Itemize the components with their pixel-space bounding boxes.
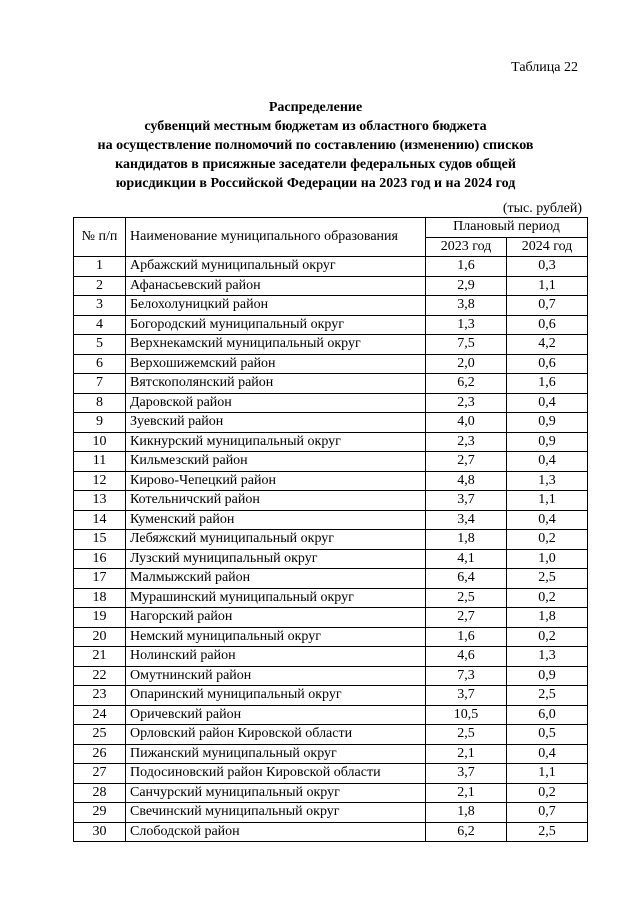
row-municipality-name: Белохолуницкий район — [126, 296, 426, 316]
row-value-2023: 2,1 — [426, 783, 507, 803]
row-number: 25 — [74, 725, 126, 745]
row-number: 23 — [74, 686, 126, 706]
table-row — [74, 627, 588, 647]
row-number: 3 — [74, 296, 126, 316]
row-value-2023: 2,3 — [426, 393, 507, 413]
row-value-2023: 2,5 — [426, 588, 507, 608]
row-value-2023: 2,3 — [426, 432, 507, 452]
table-row — [74, 432, 588, 452]
row-number: 14 — [74, 510, 126, 530]
row-value-2024: 2,5 — [507, 686, 588, 706]
row-number: 16 — [74, 549, 126, 569]
table-row — [74, 705, 588, 725]
table-row — [74, 354, 588, 374]
table-number-label: Таблица 22 — [511, 60, 578, 75]
row-number: 2 — [74, 276, 126, 296]
row-value-2024: 6,0 — [507, 705, 588, 725]
table-row — [74, 296, 588, 316]
row-value-2024: 1,6 — [507, 374, 588, 394]
row-value-2024: 1,3 — [507, 647, 588, 667]
row-municipality-name: Кирово-Чепецкий район — [126, 471, 426, 491]
row-value-2024: 0,6 — [507, 315, 588, 335]
row-value-2024: 0,2 — [507, 783, 588, 803]
row-municipality-name: Опаринский муниципальный округ — [126, 686, 426, 706]
table-row — [74, 686, 588, 706]
row-value-2024: 1,1 — [507, 764, 588, 784]
table-body — [74, 257, 588, 842]
row-municipality-name: Орловский район Кировской области — [126, 725, 426, 745]
row-number: 9 — [74, 413, 126, 433]
table-row — [74, 783, 588, 803]
row-value-2024: 0,4 — [507, 393, 588, 413]
table-row — [74, 803, 588, 823]
row-value-2023: 4,1 — [426, 549, 507, 569]
row-number: 4 — [74, 315, 126, 335]
row-value-2024: 1,0 — [507, 549, 588, 569]
table-row — [74, 725, 588, 745]
row-value-2024: 0,2 — [507, 588, 588, 608]
table-row — [74, 549, 588, 569]
row-value-2024: 0,4 — [507, 510, 588, 530]
row-municipality-name: Куменский район — [126, 510, 426, 530]
row-municipality-name: Мурашинский муниципальный округ — [126, 588, 426, 608]
row-municipality-name: Верхнекамский муниципальный округ — [126, 335, 426, 355]
header-2023: 2023 год — [426, 237, 507, 257]
row-number: 30 — [74, 822, 126, 842]
row-number: 12 — [74, 471, 126, 491]
document-heading — [0, 98, 631, 193]
row-municipality-name: Омутнинский район — [126, 666, 426, 686]
row-number: 1 — [74, 257, 126, 277]
table-row — [74, 588, 588, 608]
row-value-2023: 2,9 — [426, 276, 507, 296]
row-value-2024: 2,5 — [507, 569, 588, 589]
row-municipality-name: Вятскополянский район — [126, 374, 426, 394]
row-number: 28 — [74, 783, 126, 803]
heading-line: субвенций местным бюджетам из областного бюджета — [144, 119, 487, 134]
row-number: 11 — [74, 452, 126, 472]
row-value-2023: 1,6 — [426, 257, 507, 277]
row-value-2023: 2,5 — [426, 725, 507, 745]
row-municipality-name: Немский муниципальный округ — [126, 627, 426, 647]
row-value-2024: 0,4 — [507, 744, 588, 764]
row-number: 22 — [74, 666, 126, 686]
row-municipality-name: Санчурский муниципальный округ — [126, 783, 426, 803]
row-municipality-name: Даровской район — [126, 393, 426, 413]
row-value-2023: 2,0 — [426, 354, 507, 374]
row-municipality-name: Подосиновский район Кировской области — [126, 764, 426, 784]
table-row — [74, 491, 588, 511]
row-municipality-name: Кикнурский муниципальный округ — [126, 432, 426, 452]
row-municipality-name: Афанасьевский район — [126, 276, 426, 296]
table-row — [74, 647, 588, 667]
row-value-2024: 1,1 — [507, 276, 588, 296]
row-value-2023: 3,7 — [426, 491, 507, 511]
row-value-2023: 3,4 — [426, 510, 507, 530]
table-row — [74, 393, 588, 413]
row-number: 20 — [74, 627, 126, 647]
row-municipality-name: Богородский муниципальный округ — [126, 315, 426, 335]
row-municipality-name: Лебяжский муниципальный округ — [126, 530, 426, 550]
row-value-2024: 4,2 — [507, 335, 588, 355]
table-row — [74, 569, 588, 589]
row-municipality-name: Оричевский район — [126, 705, 426, 725]
row-number: 19 — [74, 608, 126, 628]
row-number: 18 — [74, 588, 126, 608]
row-municipality-name: Кильмезский район — [126, 452, 426, 472]
row-value-2023: 1,8 — [426, 530, 507, 550]
row-number: 13 — [74, 491, 126, 511]
row-number: 5 — [74, 335, 126, 355]
row-value-2023: 7,3 — [426, 666, 507, 686]
row-value-2024: 0,4 — [507, 452, 588, 472]
row-number: 27 — [74, 764, 126, 784]
row-value-2024: 1,3 — [507, 471, 588, 491]
row-value-2023: 3,7 — [426, 764, 507, 784]
table-row — [74, 744, 588, 764]
subvention-table — [73, 217, 588, 842]
row-number: 7 — [74, 374, 126, 394]
row-value-2023: 1,8 — [426, 803, 507, 823]
table-row — [74, 510, 588, 530]
table-row — [74, 452, 588, 472]
table-row — [74, 413, 588, 433]
row-municipality-name: Котельничский район — [126, 491, 426, 511]
row-municipality-name: Нолинский район — [126, 647, 426, 667]
row-municipality-name: Верхошижемский район — [126, 354, 426, 374]
units-note: (тыс. рублей) — [502, 201, 582, 216]
row-number: 15 — [74, 530, 126, 550]
header-2024: 2024 год — [507, 237, 588, 257]
table-row — [74, 276, 588, 296]
table-row — [74, 315, 588, 335]
table-row — [74, 471, 588, 491]
row-value-2023: 1,6 — [426, 627, 507, 647]
row-value-2024: 0,7 — [507, 296, 588, 316]
row-value-2024: 0,3 — [507, 257, 588, 277]
row-municipality-name: Слободской район — [126, 822, 426, 842]
row-value-2023: 2,7 — [426, 608, 507, 628]
row-value-2023: 2,7 — [426, 452, 507, 472]
row-municipality-name: Нагорский район — [126, 608, 426, 628]
header-period: Плановый период — [426, 218, 588, 238]
row-value-2023: 3,8 — [426, 296, 507, 316]
heading-line: на осуществление полномочий по составлению (изменению) списков — [97, 138, 534, 153]
row-number: 17 — [74, 569, 126, 589]
table-row — [74, 666, 588, 686]
row-value-2024: 0,9 — [507, 666, 588, 686]
row-municipality-name: Арбажский муниципальный округ — [126, 257, 426, 277]
row-municipality-name: Малмыжский район — [126, 569, 426, 589]
row-municipality-name: Свечинский муниципальный округ — [126, 803, 426, 823]
row-value-2024: 0,9 — [507, 413, 588, 433]
row-value-2024: 0,6 — [507, 354, 588, 374]
row-value-2024: 0,7 — [507, 803, 588, 823]
row-value-2023: 7,5 — [426, 335, 507, 355]
row-value-2024: 0,9 — [507, 432, 588, 452]
row-value-2023: 3,7 — [426, 686, 507, 706]
row-number: 8 — [74, 393, 126, 413]
row-value-2023: 2,1 — [426, 744, 507, 764]
row-number: 29 — [74, 803, 126, 823]
row-value-2023: 4,8 — [426, 471, 507, 491]
table-row — [74, 530, 588, 550]
row-number: 24 — [74, 705, 126, 725]
heading-line: Распределение — [268, 100, 363, 115]
table-row — [74, 608, 588, 628]
row-value-2023: 6,2 — [426, 822, 507, 842]
table-row — [74, 822, 588, 842]
row-value-2023: 4,0 — [426, 413, 507, 433]
row-value-2023: 4,6 — [426, 647, 507, 667]
row-value-2024: 1,1 — [507, 491, 588, 511]
table-row — [74, 764, 588, 784]
row-number: 10 — [74, 432, 126, 452]
header-name: Наименование муниципального образования — [126, 218, 426, 257]
row-value-2023: 1,3 — [426, 315, 507, 335]
table-row — [74, 374, 588, 394]
row-number: 21 — [74, 647, 126, 667]
row-number: 6 — [74, 354, 126, 374]
row-municipality-name: Пижанский муниципальный округ — [126, 744, 426, 764]
row-number: 26 — [74, 744, 126, 764]
row-municipality-name: Зуевский район — [126, 413, 426, 433]
row-value-2024: 1,8 — [507, 608, 588, 628]
row-value-2023: 6,2 — [426, 374, 507, 394]
heading-line: кандидатов в присяжные заседатели федеральных судов общей — [115, 157, 516, 172]
row-value-2024: 2,5 — [507, 822, 588, 842]
heading-line: юрисдикции в Российской Федерации на 2023 год и на 2024 год — [115, 176, 516, 191]
table-row — [74, 335, 588, 355]
row-value-2024: 0,5 — [507, 725, 588, 745]
table-row — [74, 257, 588, 277]
row-value-2024: 0,2 — [507, 627, 588, 647]
row-municipality-name: Лузский муниципальный округ — [126, 549, 426, 569]
row-value-2024: 0,2 — [507, 530, 588, 550]
row-value-2023: 6,4 — [426, 569, 507, 589]
header-number: № п/п — [74, 218, 126, 257]
row-value-2023: 10,5 — [426, 705, 507, 725]
